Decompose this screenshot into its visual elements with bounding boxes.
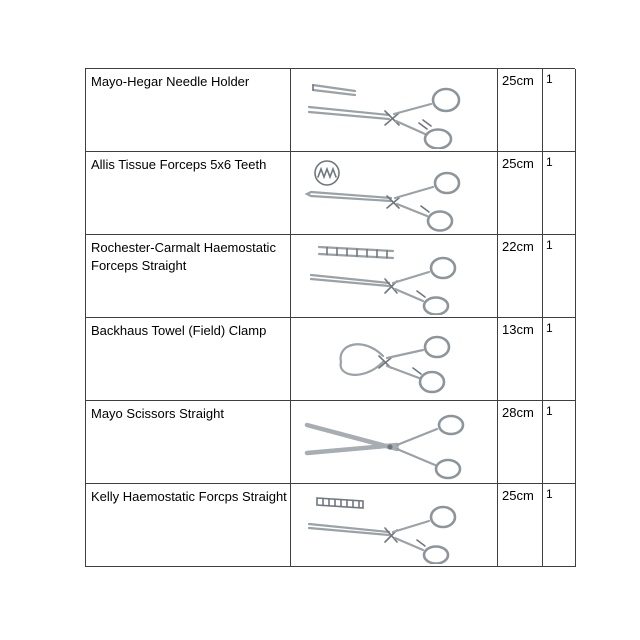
instrument-size: 25cm xyxy=(498,69,543,152)
scissors-icon xyxy=(297,403,492,481)
instrument-table xyxy=(85,68,575,567)
table-row xyxy=(86,484,575,567)
instrument-qty: 1 xyxy=(543,484,576,567)
instrument-image-cell xyxy=(291,69,498,152)
instrument-image-cell xyxy=(291,401,498,484)
instrument-name: Rochester-Carmalt Haemostatic Forceps Straight xyxy=(86,235,291,318)
instrument-size: 28cm xyxy=(498,401,543,484)
rochester-carmalt-forceps-icon xyxy=(297,237,492,315)
instrument-size: 13cm xyxy=(498,318,543,401)
instrument-size: 25cm xyxy=(498,484,543,567)
instrument-image-cell xyxy=(291,235,498,318)
instrument-image-cell xyxy=(291,484,498,567)
instrument-qty: 1 xyxy=(543,152,576,235)
table-row xyxy=(86,69,575,152)
needle-holder-icon xyxy=(297,71,492,149)
instrument-name: Mayo-Hegar Needle Holder xyxy=(86,69,291,152)
instrument-name: Allis Tissue Forceps 5x6 Teeth xyxy=(86,152,291,235)
instrument-qty: 1 xyxy=(543,69,576,152)
table-row xyxy=(86,152,575,235)
allis-forceps-icon xyxy=(297,154,492,232)
instrument-name: Backhaus Towel (Field) Clamp xyxy=(86,318,291,401)
instrument-qty: 1 xyxy=(543,401,576,484)
instrument-qty: 1 xyxy=(543,318,576,401)
instrument-size: 22cm xyxy=(498,235,543,318)
instrument-name: Mayo Scissors Straight xyxy=(86,401,291,484)
instrument-qty: 1 xyxy=(543,235,576,318)
instrument-name: Kelly Haemostatic Forcps Straight xyxy=(86,484,291,567)
instrument-image-cell xyxy=(291,152,498,235)
table-row xyxy=(86,318,575,401)
kelly-forceps-icon xyxy=(297,486,492,564)
towel-clamp-icon xyxy=(297,320,492,398)
instrument-image-cell xyxy=(291,318,498,401)
table-row xyxy=(86,401,575,484)
instrument-size: 25cm xyxy=(498,152,543,235)
table-row xyxy=(86,235,575,318)
